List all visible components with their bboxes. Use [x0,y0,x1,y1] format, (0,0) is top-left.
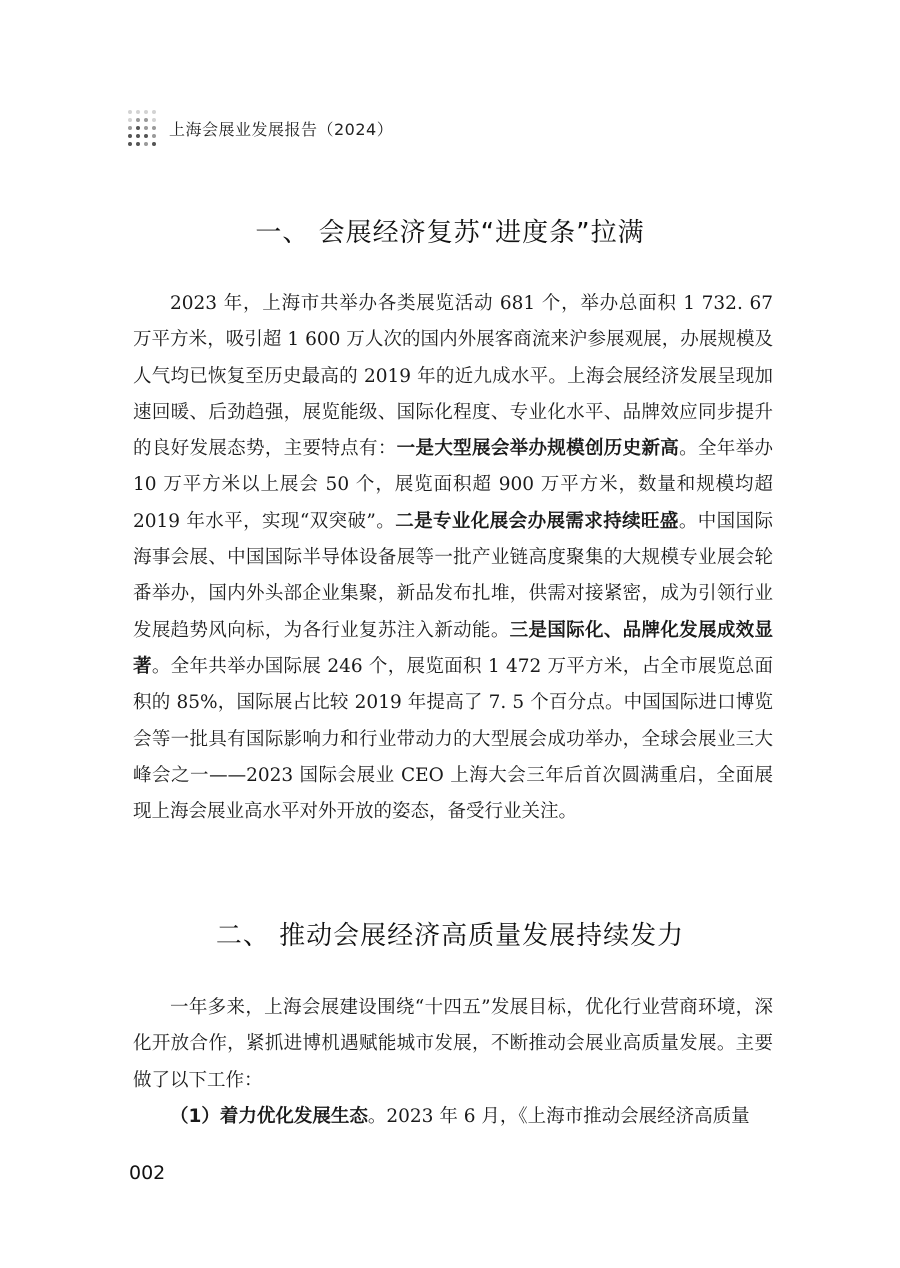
bold-highlight: 一是大型展会举办规模创历史新高 [396,438,680,460]
section-heading-1: 一、 会展经济复苏“进度条”拉满 [255,218,645,248]
text-run: 。全年共举办国际展 246 个，展览面积 1 472 万平方米，占全市展览总面积的 85%，国际展占比较 2019 年提高了 7. 5 个百分点。中国国际进口博览会等一批具有国际影响力和行业带动力的大型展会成功举办，全球会展业三大峰会之一——2023 国际会展业 CEO 上海大会三年后首次圆满重启，全面展现上海会展业高水平对外开放的姿态，备受行业关注。 [133,655,773,823]
paragraph [133,1099,773,1135]
paragraph: 一年多来，上海会展建设围绕“十四五”发展目标，优化行业营商环境，深化开放合作，紧抓进博机遇赋能城市发展，不断推动会展业高质量发展。主要做了以下工作： [133,997,773,1091]
section-1-body [133,286,773,830]
dot-grid-icon [128,110,157,147]
text-run: 。中国国际海事会展、中国国际半导体设备展等一批产业链高度聚集的大规模专业展会轮番举办，国内外头部企业集聚，新品发布扎堆，供需对接紧密，成为引领行业发展趋势风向标，为各行业复苏注入新动能。 [133,510,773,641]
text-run: 。2023 年 6 月，《上海市推动会展经济高质量 [367,1105,750,1127]
bold-highlight: 三是国际化、品牌化发展成效显著 [133,619,773,677]
text-run: 2023 年，上海市共举办各类展览活动 681 个，举办总面积 1 732. 67 万平方米，吸引超 1 600 万人次的国内外展客商流来沪参展观展，办展规模及人气均已恢复至历史最高的 2019 年的近九成水平。上海会展经济发展呈现加速回暖、后劲趋强，展览能级、国际化程度、专业化水平、品牌效应同步提升的良好发展态势，主要特点有： [133,293,773,460]
text-run: 。全年举办 10 万平方米以上展会 50 个，展览面积超 900 万平方米，数量和规模均超 2019 年水平，实现“双突破”。 [133,438,773,532]
bold-highlight: 二是专业化展会办展需求持续旺盛 [395,510,679,532]
running-header-title: 上海会展业发展报告（2024） [169,119,394,139]
section-2-body [133,990,773,1135]
paragraph [133,286,773,830]
page-number: 002 [129,1162,166,1184]
bold-highlight: （1）着力优化发展生态 [170,1105,368,1127]
section-heading-2: 二、 推动会展经济高质量发展持续发力 [215,921,685,951]
running-header [128,108,393,148]
